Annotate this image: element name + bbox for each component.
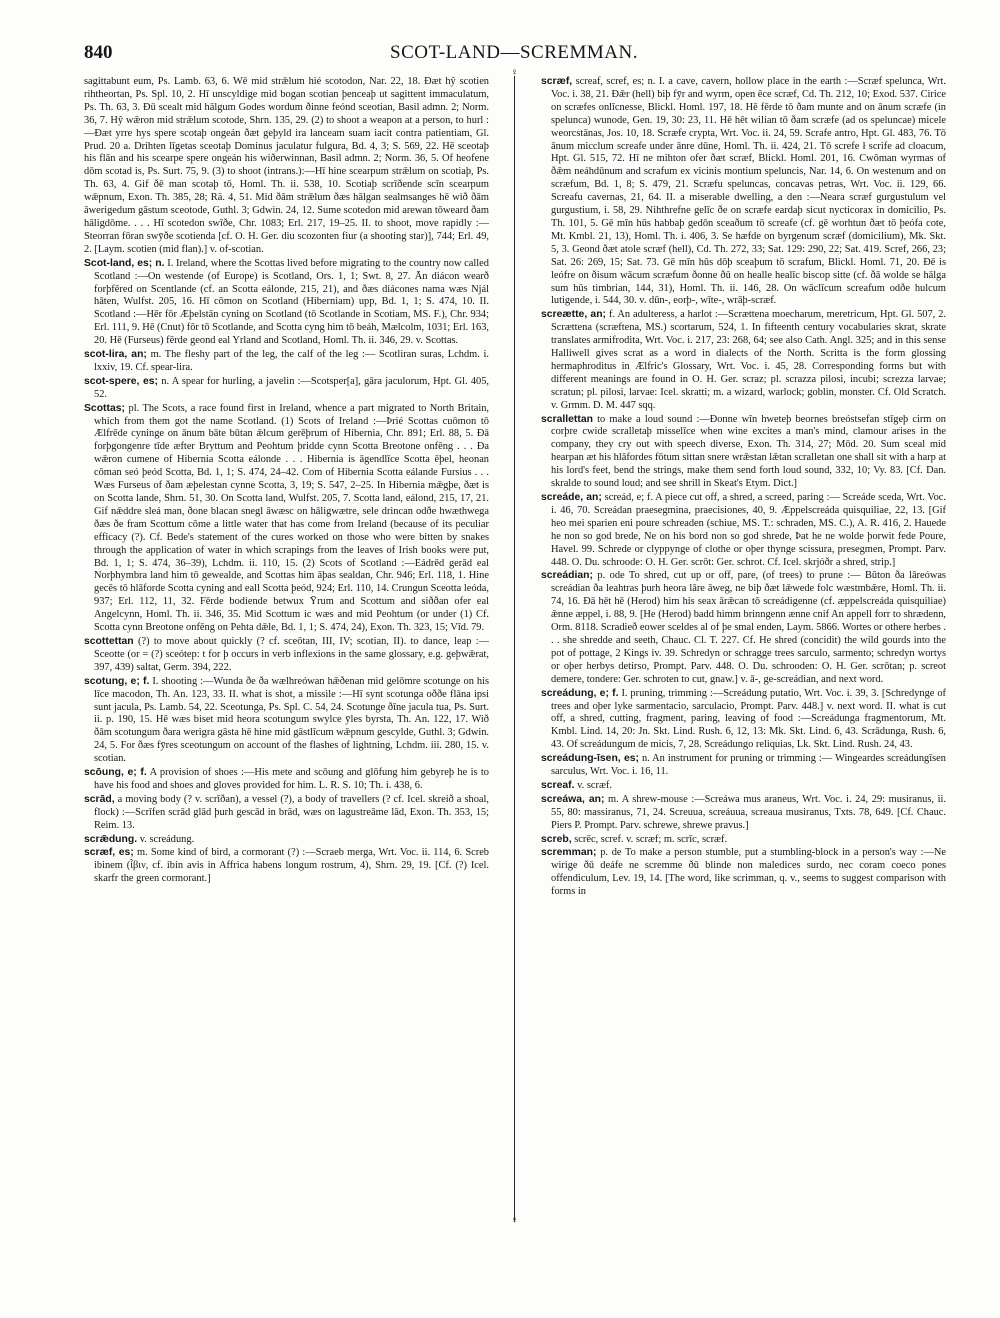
entry-headword: scremman; xyxy=(541,847,597,859)
entry-text: to make a loud sound :—Ðonne wīn hweteþ beornes breóstsefan stīgeþ cirm on corþre cwide scralletaþ misselīce when wine excites a man's mind, clamour arises in the company, they cry out with speech diverse, Exon. Th. 314, 27; Mōd. 20. Sum sceal mid hearpan æt his hlāfordes fōtum sittan snere wrǣstan lǣtan scralletan one shall sit with a harp at his lord's feet, bend the strings, make them send forth loud sound, 332, 10; Vy. 83. [Cf. Dan. skralde to sound loud; and see shrill in Skeat's Etym. Dict.] xyxy=(551,413,946,490)
dictionary-entry xyxy=(541,794,946,833)
entry-text: m. Some kind of bird, a cormorant (?) :—Scraeb merga, Wrt. Voc. ii. 114, 6. Screb ibinem (ἶβιν, cf. ibin avis in Affrica habens longum rostrum, 4), Shrn. 29, 19. [Cf. (?) Icel. skarfr the green cormorant.] xyxy=(94,847,489,885)
entry-text: A provision of shoes :—His mete and scōung and glōfung him gebyreþ he is to have his food and shoes and gloves provided for him. L. R. S. 10; Th. i. 438, 6. xyxy=(94,767,489,791)
entry-headword: scot-spere, es; xyxy=(84,375,158,387)
dictionary-entry xyxy=(84,794,489,833)
entry-text: pl. The Scots, a race found first in Ireland, whence a part migrated to North Britain, which from them got the name Scotland. (1) Scots of Ireland :—Þrié Scottas cuōmon tō Ælfrēde cyninge on ānum bāte būtan ǣlcum gerēþrum of Hibernia, Chr. 891; Erl. 88, 5. Ðā forþgongenre tīde æfter Bryttum and Peohtum þridde cynn Scotta Breotone onfēng . . . Ða wǣron cumene of Hibernia Scotta eálonde . . . Hibernia is āgendlīce Scotta ēþel, heonan cōman seó þeód Scotta, Bd. 1, 1; S. 474, 24–42. Com of Hibernia Scotta eálande Fursius . . . Wæs Furseus of ðam æþelestan cynne Scotta, 3, 19; S. 547, 2–25. In Hibernia mǣgþe, ðæt is on Scotta lande, Shrn. 51, 30. On Scotta land, Wulfst. 205, 7. Scotta land, eálond, 215, 17, 21. Gif nǣddre sleá man, ðone blacan snegl āwæsc on hāligwætre, sele drincan odðe hwæthwega ðæs ðe fram Scottum cōme a little water that has come from Ireland (because of its peculiar efficacy (?). Cf. Bede's statement of the cures worked on those who were bitten by snakes through the application of water in which scrapings from the leaves of Irish books were put, Bd. 1, 1; S. 474, 36–39), Lchdm. ii. 110, 15. (2) Scots of Scotland :—Eádrēd gerād eal Norþhymbra land him tō gewealde, and Scottas him āþas sealdan, Chr. 946; Erl. 118, 1. Hine gecēs tō hlāforde Scotta cyning and eall Scotta þeód, 924; Erl. 110, 14. Crungun Sceotta leóda, 937; Erl. 112, 11, 32. Fērde bodiende betwux Ȳrum and Scottum and siððan ofer eal Angelcynn, Homl. Th. ii. 346, 35. Mid Scottum ic wæs and mid Peohtum (or under (1) Cf. Scotta cynn Breotone onfēng on Pehta dǣle, Bd. 1, 1; S. 474, 24), Exon. Th. 323, 15; Vīd. 79. xyxy=(94,402,489,634)
running-head: SCOT-LAND—SCREMMAN. xyxy=(390,42,638,63)
column-divider-top-mark: ♀ xyxy=(510,67,519,78)
left-column xyxy=(84,76,489,1226)
entry-headword: scrād, xyxy=(84,793,115,805)
dictionary-entry xyxy=(84,258,489,348)
dictionary-entry xyxy=(541,309,946,412)
entry-text: scrēc, scref. v. scræf; m. scrīc, scræf. xyxy=(574,833,728,845)
right-column xyxy=(541,76,946,1226)
entry-headword: screáwa, an; xyxy=(541,793,605,805)
dictionary-entry xyxy=(541,76,946,308)
entry-text: (?) to move about quickly (? cf. sceōtan, III, IV; scotian, II). to dance, leap :—Sceotte (or = (?) sceótep: t for þ occurs in verb inflexions in the same glossary, e.g. geþwǣrat, 397, 439) saltat, Germ. 394, 222. xyxy=(94,635,489,673)
entry-headword: scottettan xyxy=(84,635,134,647)
entry-text: I. shooting :—Wunda ðe ða wælhreówan hǣðenan mid gelōmre scotunge on his līce macodon, Th. An. 123, 33. II. what is shot, a missile :—Hī synt scotunga oððe flāna ipsi sunt jacula, Ps. Lamb. 54, 22. Sceotunga, Ps. Spl. C. 54, 24. Scotunge ðīne jacula tua, Ps. Surt. ii. p. 190, 15. Hē wæs biset mid heora scotungum swylce ȳles byrsta, Th. An. 122, 17. Wið ðām scotungum ðara werigra gāsta hē hine mid gāstlīcum wǣpnum gescylde, Guthl. 3; Gdwin. 24, 5. For ðæs fȳres sceotungum on account of the flashes of lightning, Lchdm. iii. 280, 15. v. scotian. xyxy=(94,675,489,765)
entry-text: v. screádung. xyxy=(139,833,195,845)
entry-headword: screáde, an; xyxy=(541,492,602,503)
dictionary-entry xyxy=(541,834,946,847)
entry-headword: screb, xyxy=(541,833,572,845)
dictionary-entry xyxy=(541,753,946,779)
dictionary-entry xyxy=(84,349,489,375)
entry-text: m. The fleshy part of the leg, the calf of the leg :— Scotliran suras, Lchdm. i. lxxiv, 19. Cf. spear-lira. xyxy=(94,349,489,373)
dictionary-entry xyxy=(84,376,489,402)
page-header xyxy=(84,42,944,68)
dictionary-entry xyxy=(541,492,946,569)
entry-text: screaf, scref, es; n. I. a cave, cavern, hollow place in the earth :—Scræf spelunca, Wrt. Voc. i. 38, 21. Ðǣr (hell) biþ fȳr and wyrm, open ēce scræf, Cd. Th. 212, 10; Exod. 537. Cirice on scræfes onlīcnesse, Blickl. Homl. 197, 18. Hē fērde tō ðam munte and on ānum scræfe (in spelunca) wunode, Gen. 19, 30: 23, 11. Hē hēt wilian tō ðam scræfe (ad os speluncae) micele weorcstānas, Jos. 10, 18. Scræfe crypta, Wrt. Voc. ii. 24, 59. Scrafe antro, Hpt. Gl. 483, 76. Tō ānum micclum screafe under ānre dūne, Homl. Th. ii. 424, 21. Tō screfe ł scrife ad cloacum, Hpt. Gl. 515, 72. Hī ne mihton ofer ðæt scræf, Blickl. Homl. 201, 16. Cwōman wyrmas of ðǣm neáhdūnum and scrafum ex vicinis montium speluncis, Nar. 14, 6. On westenum and on scræfum, Bd. 1, 8; S. 479, 21. Scræfu speluncas, concavas petras, Wrt. Voc. ii. 129, 66. Screafu cavernas, 21, 64. II. a miserable dwelling, a den :—Neara scræf gurgustulum vel gurgustium, i. 58, 29. Nihthrefne gelīc ðe on scræfe eardaþ sicut nycticorax in domicilio, Ps. Th. 101, 5. Gē mīn hūs habbaþ gedōn sceaðum tō screafe (cf. gē worhtun ðæt tō þeófa cote, Mt. Kmbl. 21, 13), Homl. Th. i. 406, 3. Se hæfde on byrgenum scræf (domicilium), Mk. Skt. 5, 3. Geond ðæt atole scræf (hell), Cd. Th. 272, 33; Sat. 129: 290, 22; Sat. 419. Scref, 266, 23; Sat. 26: 269, 15; Sat. 73. Gē mīn hūs dōþ sceaþum tō scrafum, Blickl. Homl. 71, 20. Ðē is leófre on ðisum wācum scræfum ðonne ðū on healle healīc biscop sitte (cf. ðā wolde se hālga sum hūs timbrian, 144, 31), Homl. Th. ii. 146, 28. On wāclīcum screafum odðe hulcum lutigende, i. 544, 30. v. dūn-, eorþ-, wīte-, wrāþ-scræf. xyxy=(551,76,946,307)
entry-headword: scōung, e; f. xyxy=(84,767,147,779)
entry-text: v. scræf. xyxy=(577,779,612,791)
entry-headword: scræf, xyxy=(541,76,573,87)
entry-text: p. de To make a person stumble, put a stumbling-block in a person's way :—Ne wirige ðū deáfe ne scremme ðū blinde non maledices surdo, nec coram coeco pones offendiculum, Lev. 19, 14. [The word, like scrimman, q. v., seems to suggest comparison with forms in xyxy=(551,847,946,898)
entry-text: p. ode To shred, cut up or off, pare, (of trees) to prune :— Būton ða lāreówas screádian ða leahtras þurh heora lāre āweg, ne biþ ðæt lǣwede folc wæstmbǣre, Homl. Th. ii. 74, 16. Ðā hēt hē (Herod) him his seax ārǣcan tō screádigenne (cf. æppelscreáda quisquiliae) ǣnne æppel, i. 88, 9. [He (Herod) badd himm brinngenn ænne cnif An appell forr to shrædenn, Orm. 8118. Scradieð eower sceldes al of þe smal enden, Laym. 5866. Wortes or othere herbes . . . she shredde and seeth, Chauc. Cl. T. 227. Cf. He shred (concidit) the wild gourds into the pot of pottage, 2 Kings iv. 39. Schredyn or schragge trees sarculo, sarmento; schredyn wortys or oþer herbys detirso, Prompt. Parv. 448. O. Du. schrooden: O. H. Ger. scrōtan; p. screot demere, tondere: Ger. schroten to cut, gnaw.] v. ā-, ge-screádian, and next word. xyxy=(551,570,946,685)
dictionary-entry xyxy=(541,780,946,793)
entry-text: n. A spear for hurling, a javelin :—Scotsper[a], gāra jaculorum, Hpt. Gl. 405, 52. xyxy=(94,375,489,400)
entry-text: I. Ireland, where the Scottas lived before migrating to the country now called Scotland :—On westende (of Europe) is Scotland, Ors. 1, 1; Swt. 8, 27. Ān diácon wearð forþfēred on Scentlande (cf. an Scotta eálonde, 215, 21), and ðæs diácones nama wæs Njál hāten, Wulfst. 205, 16. Hī cōmon on Scotland (Hiberniam) upp, Bd. 1, 1; S. 474, 10. II. Scotland :—Hēr fōr Æþelstān cyning on Scotland (tō Scotlande in Scotiam, MS. F.), Chr. 934; Erl. 111, 9. Hē (Cnut) fōr tō Scotlande, and Scotta cyng him tō beáh, Mælcolm, 1031; Erl. 163, 20. Hē (Furseus) fērde geond eal Yrland and Scotland, Homl. Th. ii. 346, 29. v. Scottas. xyxy=(94,257,489,347)
entry-headword: screætte, an; xyxy=(541,309,607,321)
column-divider xyxy=(514,76,515,1221)
dictionary-entry xyxy=(541,688,946,753)
dictionary-entry xyxy=(84,403,489,635)
entry-headword: scrǣdung. xyxy=(84,833,138,845)
entry-text: f. An adulteress, a harlot :—Scrættena moecharum, meretricum, Hpt. Gl. 507, 2. Scrættena (scræftena, MS.) scortarum, 524, 1. In fifteenth century vocabularies skrat, skrate translates armifrodita, Wrt. Voc. i. 217, 23: 268, 64; see also Cath. Angl. 325; and in this sense Halliwell gives scrat as a word in dialects of the North. Scritta is the form glossing hermaphroditus in Ælfric's Glossary, Wrt. Voc. i. 45, 28. Corresponding forms but with different meanings are found in O. H. Ger. scraz; pl. scrazza pilosi, incubi; screzza larvae; scratun; pl. pilosi, larvae: Icel. skratti; m. a wizard, warlock; goblin, monster. Cf. Old Scratch. v. Grmm. D. M. 447 sqq. xyxy=(551,309,946,411)
page-number: 840 xyxy=(84,42,113,63)
entry-text: a moving body (? v. scrīðan), a vessel (?), a body of travellers (? cf. Icel. skreið a shoal, flock) :—Scrīfen scrād glād þurh gescād in brād, wæs on lagustreāme lād, Exon. Th. 353, 15; Reim. 13. xyxy=(94,793,489,831)
dictionary-entry xyxy=(84,676,489,766)
entry-headword: screádung, e; f. xyxy=(541,687,619,699)
dictionary-entry xyxy=(84,636,489,675)
dictionary-entry xyxy=(84,847,489,886)
column-divider-bottom-mark: ♀ xyxy=(510,1215,519,1226)
entry-text: I. pruning, trimming :—Screádung putatio, Wrt. Voc. i. 39, 3. [Schredynge of trees and oþer lyke sarmentacio, sarculacio, Prompt. Parv. 448.] v. next word. II. what is cut off, a shred, cutting, fragment, paring, leaving of food :—Screádunga fragmentorum, Mt. Kmbl. Lind. 14, 20: Jn. Skt. Lind. Rush. 6, 12, 13: Mk. Skt. Lind. 6, 43. Scrādunga, Rush. 6, 43. Of screádungum de micis, 7, 28. Screádungo reliquias, Lk. Skt. Lind. Rush. 24, 43. xyxy=(551,687,946,751)
entry-text: sagittabunt eum, Ps. Lamb. 63, 6. Wē mid strǣlum hié scotodon, Nar. 22, 18. Ðæt hŷ scotien rihtheortan, Ps. Spl. 10, 2. Hī unscyldige mid bogan scotian þenceaþ ut sagittent immaculatum, Ps. Th. 63, 3. Ðū scealt mid hālgum Godes wordum ðinne feónd sceotian, Basil admn. 2; Norm. 36, 7. Hŷ wǣron mid strǣlum scotode, Shrn. 135, 29. (2) to shoot a weapon at a person, to hurl :—Ðæt yrre hys spere scotaþ ongeán ðæt geþyld ira lanceam suam iacit contra patientiam, Gl. Prud. 20 a. Drihten līgetas sceotaþ Dominus jaculatur fulgura, Bd. 4, 3; S. 569, 22. Hē sceotaþ his flān and his scearpe spere ongeán his wiðerwinnan, Basil admn. 2; Norm. 36, 5. Of heofene dōm scotad is, Ps. Surt. 75, 9. (3) to shoot (intrans.):—Hī hine scearpum strǣlum on scotiaþ, Ps. Th. 63, 4. Gif ðē man scotaþ tō, Homl. Th. ii. 538, 10. Scotiaþ scrīðende scīn scearpum wǣpnum, Exon. Th. 385, 28; Rä. 4, 51. Mid ðām strǣlum ðæs hālgan sealmsanges hē wið ðām āwerigedum gāstum sceotode, Guthl. 3; Gdwin. 24, 12. Sume scotedon mid arewan tōweard ðam hāligdōme. . . . Hī scotedon swīðe, Chr. 1083; Erl. 217, 19–25. II. to shoot, move rapidly :—Steorran fōran swȳðe scotienda [cf. O. H. Ger. diu scozonten fiur (a shooting star)], 744; Erl. 49, 2. [Laym. scotien (mid flan).] v. of-scotian. xyxy=(84,76,489,255)
entry-headword: screádian; xyxy=(541,570,593,582)
dictionary-entry xyxy=(541,414,946,491)
dictionary-entry xyxy=(541,847,946,899)
entry-headword: Scottas; xyxy=(84,402,125,414)
entry-headword: screaf. xyxy=(541,779,575,791)
entry-text: n. An instrument for pruning or trimming :— Wingeardes screádungīsen sarculus, Wrt. Voc. i. 16, 11. xyxy=(551,753,946,778)
entry-text: screád, e; f. A piece cut off, a shred, a screed, paring :— Screáde sceda, Wrt. Voc. i. 46, 70. Screádan praesegmina, praecisiones, 40, 9. Æppelscreáda quisquiliae, 22, 13. [Gif heo mei sparien eni poure schreaden (schiue, MS. T.: schraden, MS. C.), A. R. 416, 2. Hauede he non so god brede, Ne on his bord non so god shrede, Þat he ne wolde þorwit fede Poure, Havel. 99. Schrede or clyppynge of clothe or oþer thynge scissura, presegmen, Prompt. Parv. 448. O. Du. schroode: O. H. Ger. scrōt: Ger. schrot. Cf. Icel. skrjóðr a shred, strip.] xyxy=(551,492,946,568)
entry-headword: Scot-land, es; n. xyxy=(84,257,165,269)
dictionary-entry xyxy=(541,570,946,686)
entry-text: m. A shrew-mouse :—Screáwa mus araneus, Wrt. Voc. i. 24, 29: musiranus, ii. 55, 80: massiranus, 71, 24. Screuua, screáuua, screaua musiranus, Txts. 78, 649. [Cf. Chauc. Piers P. Prompt. Parv. schrewe, shrewe pravus.] xyxy=(551,793,946,831)
entry-headword: scræf, es; xyxy=(84,847,134,859)
entry-headword: scrallettan xyxy=(541,413,593,425)
dictionary-entry xyxy=(84,76,489,257)
dictionary-entry xyxy=(84,767,489,793)
entry-headword: screádung-īsen, es; xyxy=(541,753,639,765)
dictionary-entry xyxy=(84,834,489,847)
entry-headword: scot-lira, an; xyxy=(84,349,147,361)
entry-headword: scotung, e; f. xyxy=(84,675,150,687)
